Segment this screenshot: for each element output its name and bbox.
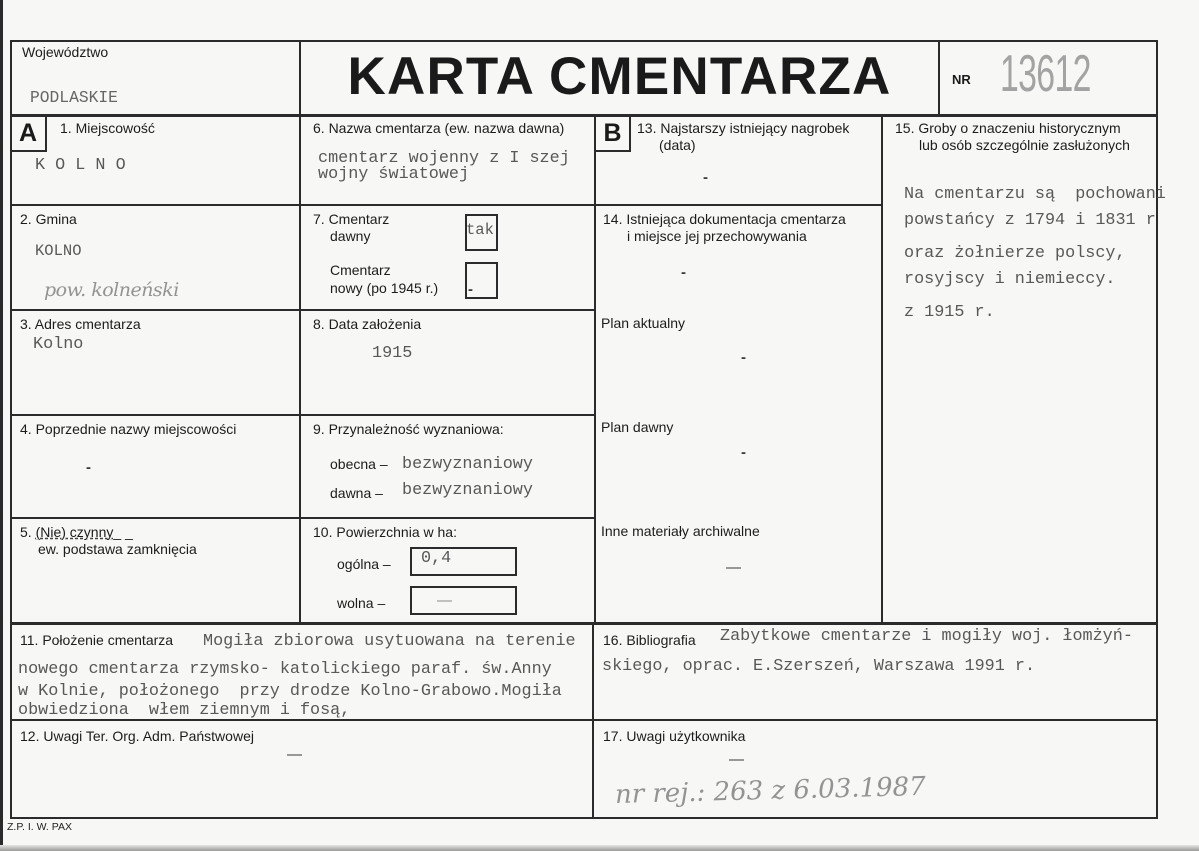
field-4-value: -	[86, 459, 91, 476]
field-13-value: -	[703, 169, 708, 186]
record-number-handwritten: 13612	[1000, 45, 1091, 103]
field-7-old-label-sub: dawny	[330, 228, 371, 244]
section-b-badge: B	[596, 116, 631, 152]
divider	[299, 40, 301, 624]
field-10-free-value: —	[437, 592, 452, 609]
field-10-label: 10. Powierzchnia w ha:	[313, 524, 457, 540]
record-number-label: NR	[952, 72, 971, 87]
plan-former-label: Plan dawny	[601, 419, 674, 435]
field-13-label-sub: (data)	[659, 137, 696, 153]
field-9-former-value: bezwyznaniowy	[402, 481, 533, 500]
field-3-label: 3. Adres cmentarza	[20, 316, 141, 332]
field-4-label: 4. Poprzednie nazwy miejscowości	[20, 421, 237, 437]
field-3-value: Kolno	[33, 335, 84, 354]
field-15-value-line: Na cmentarzu są pochowani	[904, 185, 1166, 204]
field-2-label: 2. Gmina	[20, 211, 77, 227]
scan-edge-bottom	[0, 845, 1199, 851]
field-13-label: 13. Najstarszy istniejący nagrobek	[637, 120, 850, 136]
field-14-value: -	[681, 264, 686, 281]
field-15-value-line: z 1915 r.	[904, 303, 995, 322]
voivodeship-value: PODLASKIE	[30, 88, 118, 107]
field-7-new-checkbox	[465, 262, 498, 299]
divider	[10, 414, 596, 416]
field-17-handwritten-note: nr rej.: 263 z 6.03.1987	[614, 771, 927, 810]
other-materials-label: Inne materiały archiwalne	[601, 523, 760, 539]
field-9-current-label: obecna –	[330, 456, 388, 472]
field-5-number: 5.	[20, 524, 32, 540]
field-7-new-label-sub: nowy (po 1945 r.)	[330, 280, 439, 296]
publisher-imprint: Z.P. I. W. PAX	[7, 821, 72, 833]
field-15-value-line: powstańcy z 1794 i 1831 r	[904, 211, 1156, 230]
field-17-value: —	[729, 751, 744, 768]
field-9-label: 9. Przynależność wyznaniowa:	[313, 421, 504, 437]
field-16-value-line: Zabytkowe cmentarze i mogiły woj. łomżyń-	[720, 627, 1133, 646]
divider	[10, 622, 1158, 625]
field-11-value-line: nowego cmentarza rzymsko- katolickiego paraf. św.Anny	[18, 660, 552, 679]
field-5-label	[20, 524, 133, 541]
field-11-value-line: Mogiła zbiorowa usytuowana na terenie	[203, 632, 576, 651]
field-11-value-line: w Kolnie, położonego przy drodze Kolno-Grabowo.Mogiła	[18, 682, 562, 701]
field-16-value-line: skiego, oprac. E.Szerszeń, Warszawa 1991 r.	[602, 657, 1036, 676]
field-17-label: 17. Uwagi użytkownika	[603, 728, 746, 744]
field-9-former-label: dawna –	[330, 485, 383, 501]
field-10-total-value: 0,4	[421, 549, 452, 568]
field-1-value: K O L N O	[35, 156, 126, 175]
field-7-new-value: -	[468, 281, 473, 298]
field-5-status: (Nie) czynny	[35, 524, 114, 540]
field-1-label: 1. Miejscowość	[60, 120, 155, 136]
section-a-badge: A	[11, 116, 47, 152]
field-6-value-line: cmentarz wojenny z I szej	[318, 149, 570, 168]
field-2-value: KOLNO	[35, 242, 82, 260]
divider	[881, 115, 883, 624]
field-5-status-trail: _ _	[113, 524, 133, 540]
divider	[592, 624, 594, 818]
field-11-value-line: obwiedziona włem ziemnym i fosą,	[18, 701, 351, 720]
field-12-value: —	[287, 746, 302, 763]
field-12-label: 12. Uwagi Ter. Org. Adm. Państwowej	[20, 728, 254, 744]
field-15-value-line: oraz żołnierze polscy,	[904, 244, 1126, 263]
plan-former-value: -	[741, 444, 746, 461]
field-7-old-checkbox	[465, 214, 498, 251]
field-5-label-sub: ew. podstawa zamknięcia	[38, 541, 197, 557]
field-10-total-label: ogólna –	[337, 556, 391, 572]
field-14-label-sub: i miejsce jej przechowywania	[627, 228, 807, 244]
plan-current-label: Plan aktualny	[601, 315, 686, 331]
field-15-value-line: rosyjscy i niemieccy.	[904, 270, 1116, 289]
field-6-label: 6. Nazwa cmentarza (ew. nazwa dawna)	[313, 120, 565, 136]
field-7-old-value: tak	[466, 221, 494, 239]
field-6-value-line: wojny światowej	[318, 165, 470, 184]
voivodeship-label: Województwo	[22, 44, 109, 60]
other-materials-value: —	[726, 559, 741, 576]
field-9-current-value: bezwyznaniowy	[402, 455, 533, 474]
divider	[10, 309, 596, 311]
page-title: KARTA CMENTARZA	[347, 47, 892, 106]
field-8-value: 1915	[372, 344, 413, 363]
plan-current-value: -	[741, 349, 746, 366]
field-10-free-box	[410, 586, 517, 615]
divider	[10, 204, 882, 206]
field-10-free-label: wolna –	[337, 595, 386, 611]
field-15-label-sub: lub osób szczególnie zasłużonych	[919, 137, 1130, 153]
field-14-label: 14. Istniejąca dokumentacja cmentarza	[603, 211, 846, 227]
divider	[10, 517, 596, 519]
field-11-label: 11. Położenie cmentarza	[20, 632, 174, 648]
divider	[10, 114, 1158, 117]
field-2-handwritten-note: pow. kolneński	[44, 279, 179, 301]
field-10-total-box	[410, 547, 517, 576]
field-16-label: 16. Bibliografia	[603, 632, 696, 648]
scan-edge-left	[0, 0, 3, 851]
divider	[594, 115, 596, 624]
field-15-label: 15. Groby o znaczeniu historycznym	[895, 120, 1121, 136]
field-7-old-label: 7. Cmentarz	[313, 211, 390, 227]
field-7-new-label: Cmentarz	[330, 262, 391, 278]
field-8-label: 8. Data założenia	[313, 316, 422, 332]
